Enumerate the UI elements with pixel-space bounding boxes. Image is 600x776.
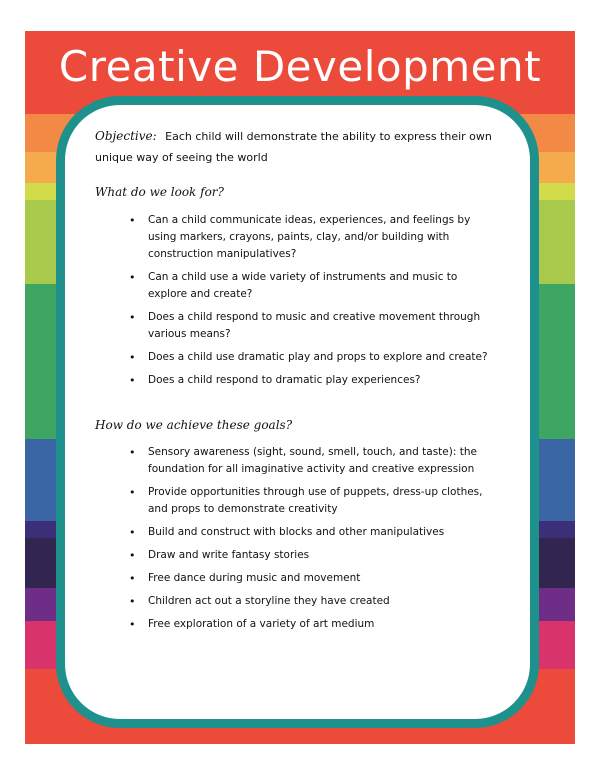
bullet-icon: • <box>129 486 136 499</box>
objective-text: Each child will demonstrate the ability to express their own unique way of seeing the world <box>95 130 492 164</box>
page-title: Creative Development <box>58 41 542 91</box>
list-item: • Does a child respond to dramatic play experiences? <box>129 374 421 387</box>
bullet-icon: • <box>129 618 136 631</box>
list-item: • Build and construct with blocks and other manipulatives <box>129 526 445 539</box>
section-heading-look-for: What do we look for? <box>95 185 224 199</box>
list-item: • Free dance during music and movement <box>129 572 361 585</box>
objective <box>95 126 505 168</box>
list-item: • Does a child respond to music and creative movement through various means? <box>129 311 481 340</box>
list-item: • Can a child communicate ideas, experiences, and feelings by using markers, crayons, paints, clay, and/or building with construction manipulatives? <box>129 214 471 260</box>
list-item: • Sensory awareness (sight, sound, smell, touch, and taste): the foundation for all imaginative activity and creative expression <box>129 446 477 475</box>
bullet-icon: • <box>129 446 136 459</box>
list-item: • Free exploration of a variety of art medium <box>129 618 375 631</box>
list-item: • Does a child use dramatic play and props to explore and create? <box>129 351 488 364</box>
bullet-icon: • <box>129 351 136 364</box>
section-heading-achieve-goals: How do we achieve these goals? <box>95 418 293 432</box>
list-item: • Can a child use a wide variety of instruments and music to explore and create? <box>129 271 458 300</box>
bullet-icon: • <box>129 311 136 324</box>
bullet-icon: • <box>129 374 136 387</box>
look-for-list <box>125 212 490 389</box>
objective-label: Objective: <box>95 129 157 143</box>
content-card <box>56 96 539 728</box>
bullet-icon: • <box>129 271 136 284</box>
bullet-icon: • <box>129 595 136 608</box>
list-item: • Children act out a storyline they have created <box>129 595 390 608</box>
bullet-icon: • <box>129 214 136 227</box>
achieve-goals-list <box>125 444 490 633</box>
list-item: • Provide opportunities through use of puppets, dress-up clothes, and props to demonstrate creativity <box>129 486 483 515</box>
bullet-icon: • <box>129 572 136 585</box>
rainbow-page <box>25 31 575 744</box>
bullet-icon: • <box>129 526 136 539</box>
bullet-icon: • <box>129 549 136 562</box>
list-item: • Draw and write fantasy stories <box>129 549 310 562</box>
